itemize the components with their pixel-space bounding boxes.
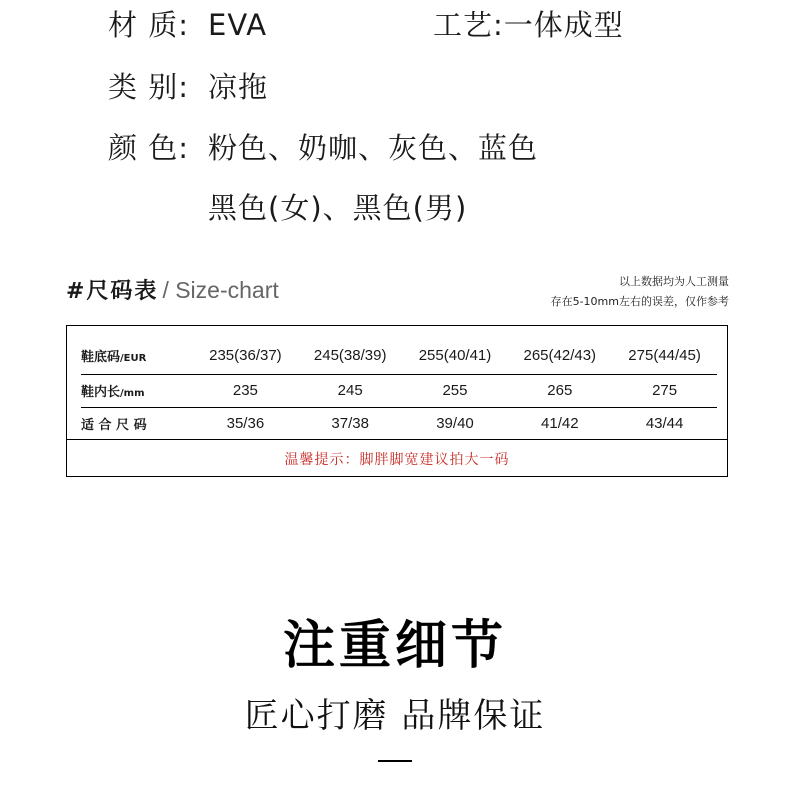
color-value-line1: 粉色、奶咖、灰色、蓝色: [208, 131, 539, 165]
table-cell: 255(40/41): [418, 347, 492, 364]
tip-divider: [67, 439, 727, 440]
table-cell: 43/44: [645, 415, 684, 432]
size-chart-title-zh: #尺码表: [66, 279, 159, 304]
size-chart-title: [66, 274, 279, 305]
table-row: [81, 346, 717, 365]
table-cell: 235: [232, 382, 258, 399]
table-cell: 265: [547, 382, 573, 399]
table-cell: 39/40: [436, 415, 474, 432]
size-tip: 温馨提示：脚胖脚宽建议拍大一码: [284, 452, 510, 468]
craft-spec: [433, 8, 624, 42]
color-spec: [108, 131, 538, 165]
color-value-line2: 黑色(女)、黑色(男): [208, 191, 468, 225]
material-label: 材 质:: [108, 8, 189, 42]
table-cell: 35/36: [226, 415, 265, 432]
table-cell: 37/38: [331, 415, 369, 432]
table-cell: 275: [652, 382, 678, 399]
table-row: [81, 414, 717, 433]
material-spec: [108, 8, 267, 42]
row-header: 适 合 尺 码: [81, 418, 147, 433]
details-heading: 注重细节: [282, 616, 507, 676]
row-header: 鞋内长/mm: [81, 385, 145, 400]
table-cell: 275(44/45): [628, 347, 701, 364]
table-cell: 245: [337, 382, 363, 399]
details-subheading: 匠心打磨 品牌保证: [244, 696, 546, 736]
color-label: 颜 色:: [108, 131, 189, 165]
category-spec: [108, 70, 268, 104]
size-table: [66, 325, 728, 477]
material-value: EVA: [208, 8, 268, 42]
table-row: [81, 381, 717, 400]
table-cell: 245(38/39): [313, 347, 387, 364]
table-cell: 41/42: [541, 415, 579, 432]
table-cell: 235(36/37): [209, 347, 282, 364]
table-cell: 255: [442, 382, 468, 399]
measurement-note-line1: 以上数据均为人工测量: [619, 275, 729, 288]
category-label: 类 别:: [108, 70, 189, 104]
table-cell: 265(42/43): [523, 347, 597, 364]
category-value: 凉拖: [208, 70, 269, 104]
row-divider: [81, 374, 717, 375]
size-chart-title-en: / Size-chart: [162, 277, 279, 303]
row-divider: [81, 407, 717, 408]
row-header: 鞋底码/EUR: [81, 350, 147, 365]
craft-value: 一体成型: [503, 8, 624, 42]
section-divider: [378, 760, 412, 762]
measurement-note-line2: 存在5-10mm左右的误差，仅作参考: [550, 295, 729, 308]
craft-label: 工艺:: [433, 8, 504, 42]
